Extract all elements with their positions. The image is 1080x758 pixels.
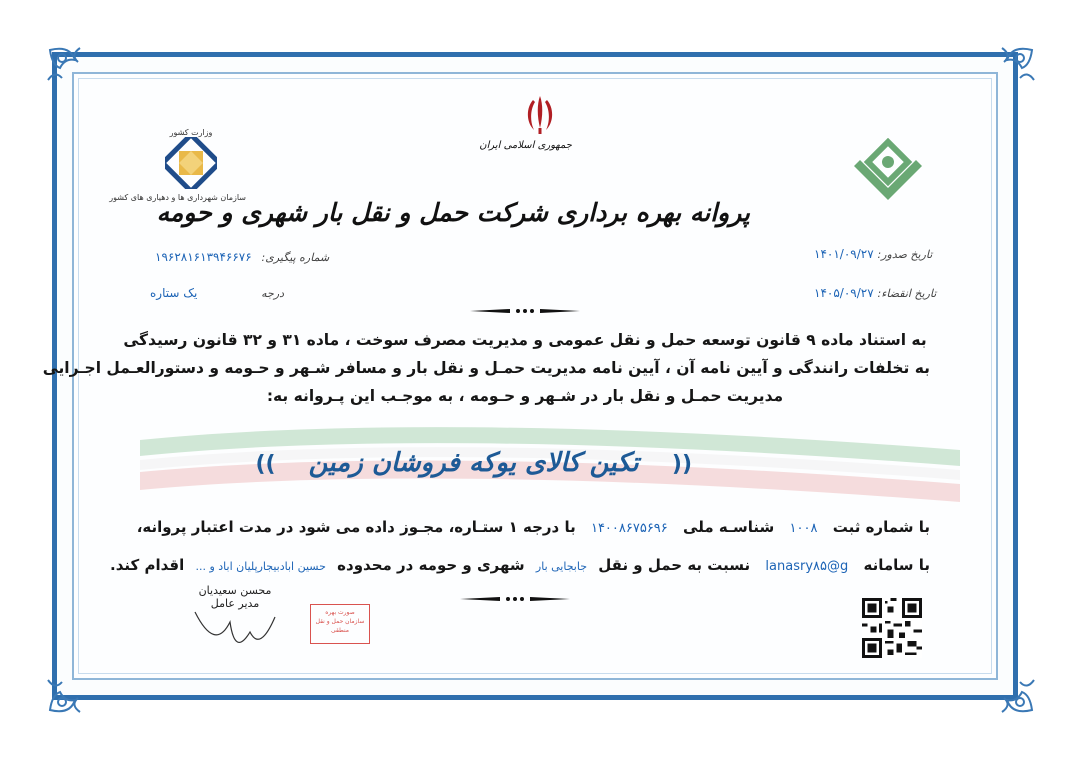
signatory-title: مدیر عامل — [210, 597, 260, 610]
tracking-number — [155, 250, 329, 264]
open-quote: (( — [671, 452, 692, 477]
issue-date-label: تاریخ صدور: — [877, 248, 933, 261]
registration-label: با شماره ثبت — [832, 518, 930, 536]
grade — [150, 286, 284, 300]
ministry-emblem-icon — [165, 137, 217, 189]
corner-ornament-icon — [982, 40, 1042, 100]
stamp-line: صورت بهره — [325, 609, 355, 616]
corner-ornament-icon — [40, 40, 100, 100]
expiry-date-value: ۱۴۰۵/۰۹/۲۷ — [814, 286, 874, 300]
signature-scribble-icon — [175, 602, 295, 662]
tracking-number-label: شماره پیگیری: — [261, 251, 330, 264]
expiry-date-label: تاریخ انقضاء: — [877, 287, 937, 300]
system-mid: نسبت به حمل و نقل — [598, 556, 751, 574]
system-row — [110, 556, 930, 574]
signature-block — [175, 584, 295, 664]
qr-code-icon — [862, 598, 922, 658]
service-area: حسین ابادبیجارپلیان اباد و ... — [195, 560, 326, 573]
ministry-logo — [109, 128, 246, 202]
signatory-name: محسن سعیدیان — [198, 584, 272, 597]
body-paragraph — [42, 326, 930, 410]
company-name: تکین کالای یوکه فروشان زمین — [308, 448, 639, 478]
qr-code[interactable] — [862, 598, 922, 658]
ornament-divider — [470, 302, 580, 314]
organization-logo-icon — [840, 138, 936, 208]
certificate-title: پروانه بهره برداری شرکت حمل و نقل بار شهری و حومه — [156, 198, 750, 227]
registration-number: ۱۰۰۸ — [789, 521, 818, 536]
registration-row — [137, 518, 930, 536]
system-handle: lanasry۸۵@g — [765, 559, 849, 574]
registration-tail: با درجه ۱ ستـاره، مجـوز داده می شود در مدت اعتبار پروانه، — [136, 518, 576, 536]
issue-date — [800, 247, 932, 261]
system-tail: اقدام کند. — [110, 556, 185, 574]
national-id-label: شناسـه ملی — [683, 518, 775, 536]
ministry-bottom-caption: سازمان شهرداری ها و دهیاری های کشور — [109, 193, 246, 202]
company-name-block — [255, 448, 720, 478]
ornament-divider — [460, 590, 570, 602]
close-quote: )) — [255, 452, 276, 477]
body-line: به تخلفات رانندگی و آیین نامه آن ، آیین نامه مدیریت حمـل و نقل بار و مسافر شـهر و حـومه و دستورالعـمل اجـرایی — [42, 359, 930, 377]
system-scope: شهری و حومه در محدوده — [337, 556, 525, 574]
expiry-date — [800, 286, 936, 300]
emblem-caption: جمهوری اسلامی ایران — [479, 140, 572, 151]
service-type: جابجایی بار — [535, 560, 588, 573]
issue-date-value: ۱۴۰۱/۰۹/۲۷ — [814, 247, 874, 261]
body-line: به استناد ماده ۹ قانون توسعه حمل و نقل عمومی و مدیریت مصرف سوخت ، ماده ۳۱ و ۳۲ قانون رسیدگی — [123, 331, 927, 349]
grade-value: یک ستاره — [150, 286, 198, 300]
grade-label: درجه — [261, 287, 285, 300]
ministry-top-caption: وزارت کشور — [169, 128, 213, 137]
body-line: مدیریت حمـل و نقل بار در شـهر و حـومه ، به موجـب این پـروانه به: — [266, 387, 784, 405]
system-label: با سامانه — [863, 556, 930, 574]
tracking-number-value: ۱۹۶۲۸۱۶۱۳۹۴۶۶۷۶ — [155, 250, 252, 264]
official-stamp — [310, 604, 370, 644]
stamp-line: سازمان حمل و نقل منطقی — [315, 618, 365, 634]
organization-logo — [840, 138, 936, 208]
national-id-value: ۱۴۰۰۸۶۷۵۶۹۶ — [590, 521, 668, 536]
corner-ornament-icon — [982, 660, 1042, 720]
corner-ornament-icon — [40, 660, 100, 720]
national-emblem — [479, 92, 572, 151]
iran-emblem-icon — [518, 92, 562, 136]
